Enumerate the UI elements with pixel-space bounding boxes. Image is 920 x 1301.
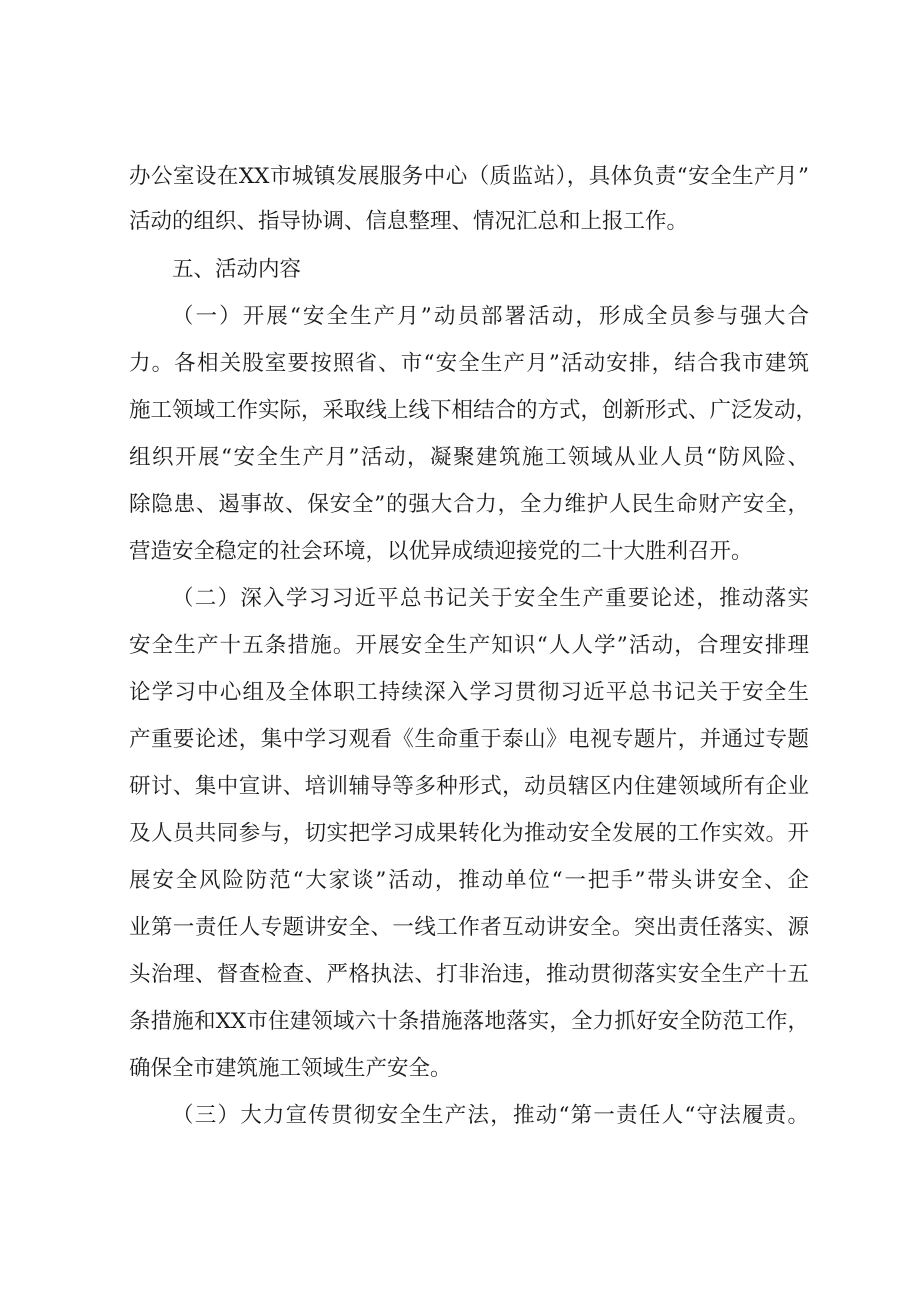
text-line: 活动的组织、指导协调、信息整理、情况汇总和上报工作。 <box>129 209 689 234</box>
text-line: 研讨、集中宣讲、培训辅导等多种形式，动员辖区内住建领域所有企业 <box>129 774 809 799</box>
text-line: 营造安全稳定的社会环境，以优异成绩迎接党的二十大胜利召开。 <box>129 539 753 564</box>
text-line: 头治理、督查检查、严格执法、打非治违，推动贯彻落实安全生产十五 <box>129 962 809 987</box>
text-line: 业第一责任人专题讲安全、一线工作者互动讲安全。突出责任落实、源 <box>129 915 809 940</box>
text-line: 及人员共同参与，切实把学习成果转化为推动安全发展的工作实效。开 <box>129 821 809 846</box>
text-line: 确保全市建筑施工领域生产安全。 <box>129 1056 452 1081</box>
text-line: 论学习中心组及全体职工持续深入学习贯彻习近平总书记关于安全生 <box>129 680 809 705</box>
paragraph-first-line: （一）开展“安全生产月”动员部署活动，形成全员参与强大合 <box>172 304 809 329</box>
paragraph-first-line: （三）大力宣传贯彻安全生产法，推动“第一责任人“守法履责。 <box>172 1103 809 1128</box>
text-line: 条措施和XX市住建领域六十条措施落地落实，全力抓好安全防范工作， <box>129 1009 809 1034</box>
text-line: 除隐患、遏事故、保安全”的强大合力，全力维护人民生命财产安全， <box>129 492 809 517</box>
paragraph-first-line: （二）深入学习习近平总书记关于安全生产重要论述，推动落实 <box>172 586 809 611</box>
text-line: 产重要论述，集中学习观看《生命重于泰山》电视专题片，并通过专题 <box>129 727 809 752</box>
text-line: 展安全风险防范“大家谈”活动，推动单位“一把手”带头讲安全、企 <box>129 868 809 893</box>
text-line: 办公室设在XX市城镇发展服务中心（质监站），具体负责“安全生产月” <box>129 164 809 189</box>
section-heading: 五、活动内容 <box>172 257 302 282</box>
text-line: 施工领域工作实际，采取线上线下相结合的方式，创新形式、广泛发动， <box>129 398 818 423</box>
text-line: 力。各相关股室要按照省、市“安全生产月”活动安排，结合我市建筑 <box>129 351 809 376</box>
text-line: 组织开展“安全生产月”活动，凝聚建筑施工领域从业人员“防风险、 <box>129 445 809 470</box>
text-line: 安全生产十五条措施。开展安全生产知识“人人学”活动，合理安排理 <box>129 633 809 658</box>
